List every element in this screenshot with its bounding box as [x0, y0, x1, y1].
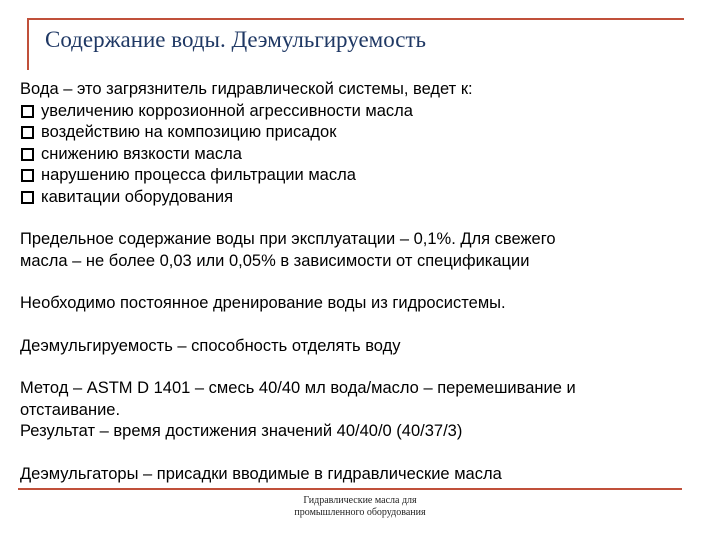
bullet-item	[20, 101, 700, 123]
slide-title: Содержание воды. Деэмульгируемость	[45, 27, 427, 52]
bullet-text: кавитации оборудования	[41, 187, 234, 206]
bullet-item	[20, 122, 700, 144]
checkbox-bullet-icon	[21, 105, 34, 118]
result-text: Результат – время достижения значений 40/40/0 (40/37/3)	[20, 422, 463, 440]
bullet-item	[20, 144, 700, 166]
demulsifiers-text: Деэмульгаторы – присадки вводимые в гидравлические масла	[20, 464, 502, 483]
bullet-text: нарушению процесса фильтрации масла	[41, 166, 356, 184]
checkbox-bullet-icon	[21, 169, 34, 182]
slide-body	[20, 79, 700, 485]
footer-line-1: Гидравлические масла для	[303, 495, 417, 506]
title-accent-vertical-line	[27, 18, 29, 70]
bullet-text: воздействию на композицию присадок	[41, 123, 337, 141]
intro-text: Вода – это загрязнитель гидравлической системы, ведет к:	[20, 80, 473, 98]
method-text-line-2: отстаивание.	[20, 400, 121, 419]
bullet-item	[20, 187, 700, 209]
footer-divider-line	[18, 488, 682, 490]
checkbox-bullet-icon	[21, 191, 34, 204]
bullet-item	[20, 165, 700, 187]
slide-footer	[250, 495, 470, 519]
checkbox-bullet-icon	[21, 126, 34, 139]
title-accent-horizontal-line	[29, 18, 684, 20]
water-limit-text-line-1: Предельное содержание воды при эксплуатации – 0,1%. Для свежего	[20, 230, 556, 248]
footer-line-2: промышленного оборудования	[294, 507, 426, 518]
method-text-line-1: Метод – ASTM D 1401 – смесь 40/40 мл вода/масло – перемешивание и	[20, 379, 576, 397]
bullet-text: увеличению коррозионной агрессивности масла	[41, 101, 413, 120]
checkbox-bullet-icon	[21, 148, 34, 161]
drainage-text: Необходимо постоянное дренирование воды из гидросистемы.	[20, 294, 506, 312]
water-limit-text-line-2: масла – не более 0,03 или 0,05% в зависимости от спецификации	[20, 251, 530, 270]
bullet-text: снижению вязкости масла	[41, 144, 242, 163]
definition-text: Деэмульгируемость – способность отделять воду	[20, 336, 401, 355]
